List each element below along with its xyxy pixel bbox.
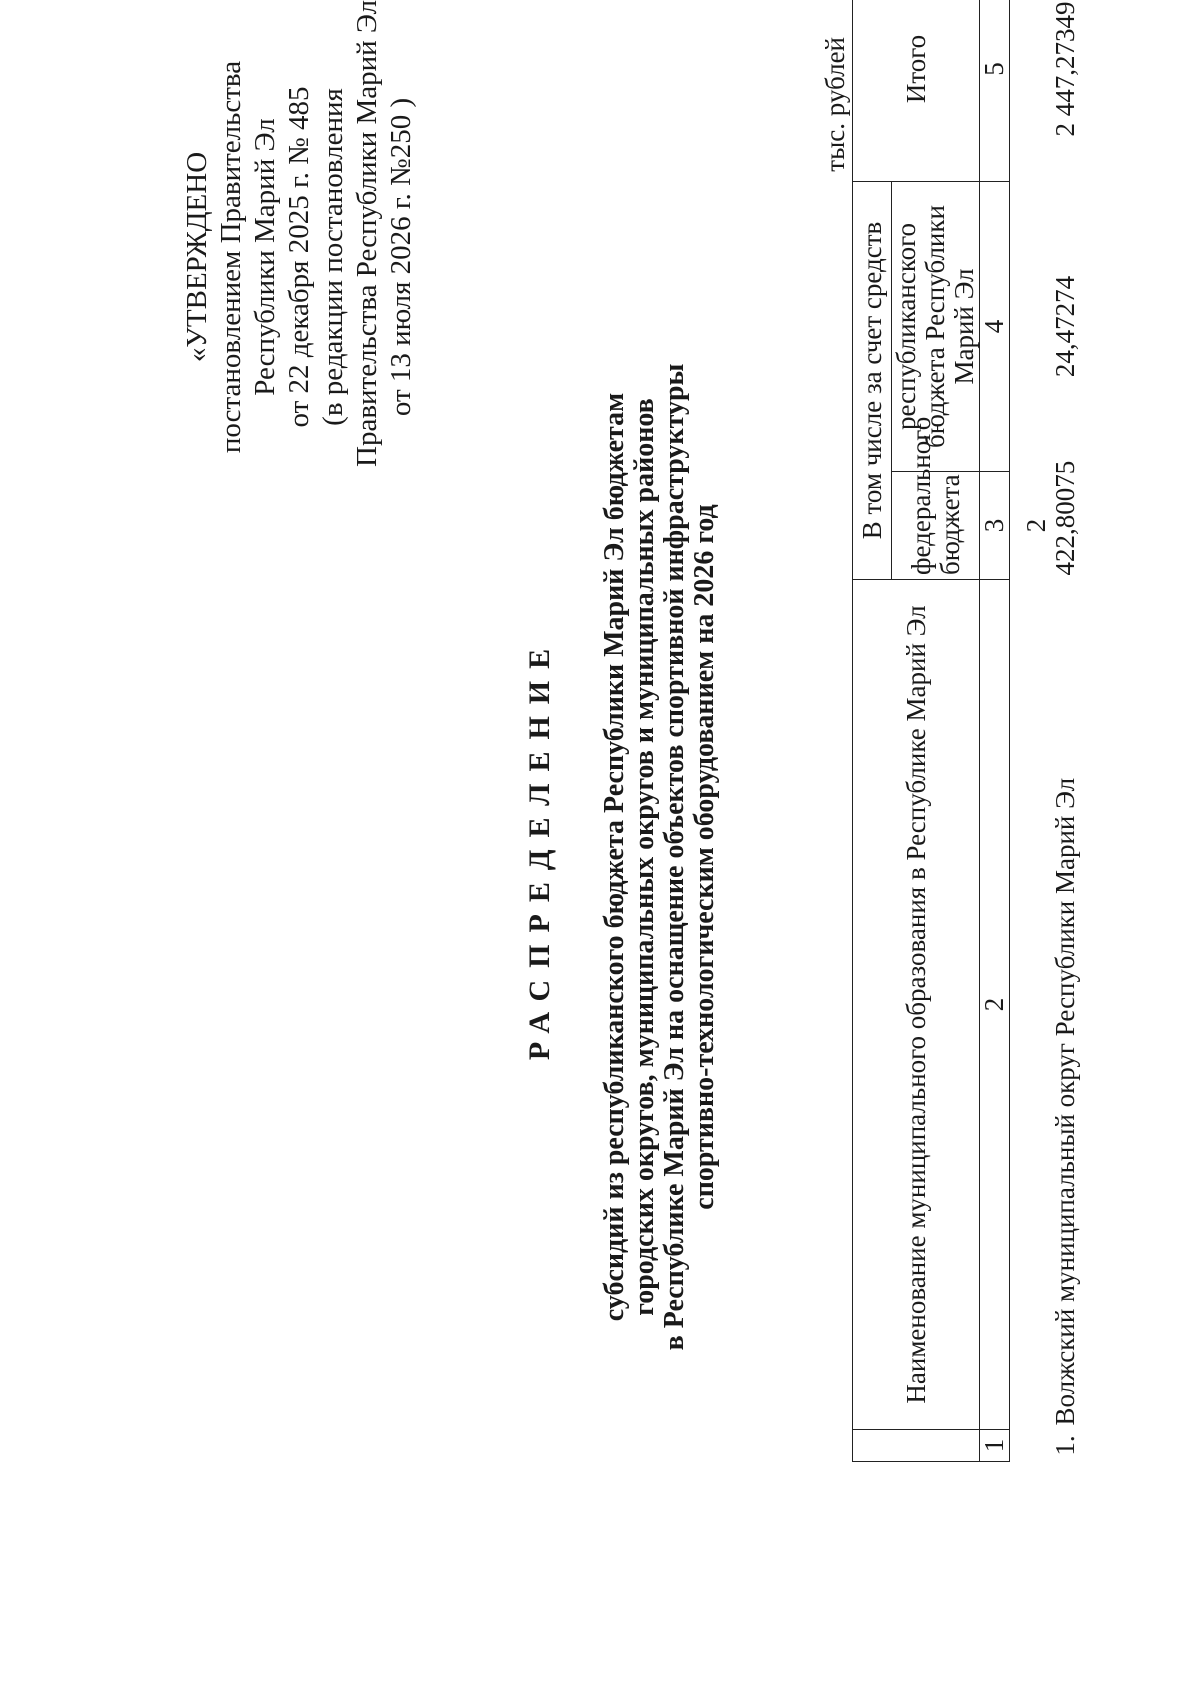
header-num-blank [853, 1430, 980, 1462]
col-number-3: 3 [980, 472, 1010, 580]
subtitle-line: городских округов, муниципальных округов и муниципальных районов [629, 398, 660, 1316]
table-row [1010, 0, 1081, 1462]
document-subtitle [600, 297, 720, 1417]
header-row-1 [853, 0, 892, 1462]
approval-line: постановлением Правительства [215, 60, 247, 454]
document-title: РАСПРЕДЕЛЕНИЕ [523, 636, 556, 1061]
col-number-2: 2 [980, 580, 1010, 1430]
approval-line: от 13 июля 2026 г. №250 ) [385, 97, 417, 417]
header-row-numbers [980, 0, 1010, 1462]
col-number-4: 4 [980, 182, 1010, 472]
republic-amount: 24,47274 [1050, 275, 1080, 378]
distribution-table [852, 0, 1080, 1462]
header-including: В том числе за счет средств [853, 182, 892, 580]
col-number-5: 5 [980, 0, 1010, 182]
subtitle-line: субсидий из республиканского бюджета Республики Марий Эл бюджетам [599, 392, 630, 1322]
row-number: 1. [1050, 1435, 1080, 1456]
header-republic: республиканского бюджета Республики Марий Эл [892, 182, 980, 472]
col-number-1: 1 [980, 1430, 1010, 1462]
approval-line: Республики Марий Эл [249, 118, 281, 396]
approval-stamp [180, 0, 418, 467]
approval-line: Правительства Республики Марий Эл [351, 0, 383, 467]
subtitle-line: в Республике Марий Эл на оснащение объектов спортивной инфраструктуры [659, 363, 690, 1351]
total-amount: 2 447,27349 [1050, 1, 1080, 137]
header-federal: федерального бюджета [892, 472, 980, 580]
approval-line: (в редакции постановления [317, 88, 349, 426]
header-name: Наименование муниципального образования в Республике Марий Эл [853, 580, 980, 1430]
subtitle-line: спортивно-технологическим оборудованием на 2026 год [689, 504, 720, 1210]
municipality-name: Волжский муниципальный округ Республики Марий Эл [1050, 777, 1080, 1426]
units-label: тыс. рублей [820, 37, 850, 172]
federal-amount: 2 422,80075 [1021, 460, 1080, 576]
approval-line: от 22 декабря 2025 г. № 485 [283, 86, 315, 428]
header-total: Итого [853, 0, 980, 182]
approval-line: «УТВЕРЖДЕНО [181, 151, 213, 363]
